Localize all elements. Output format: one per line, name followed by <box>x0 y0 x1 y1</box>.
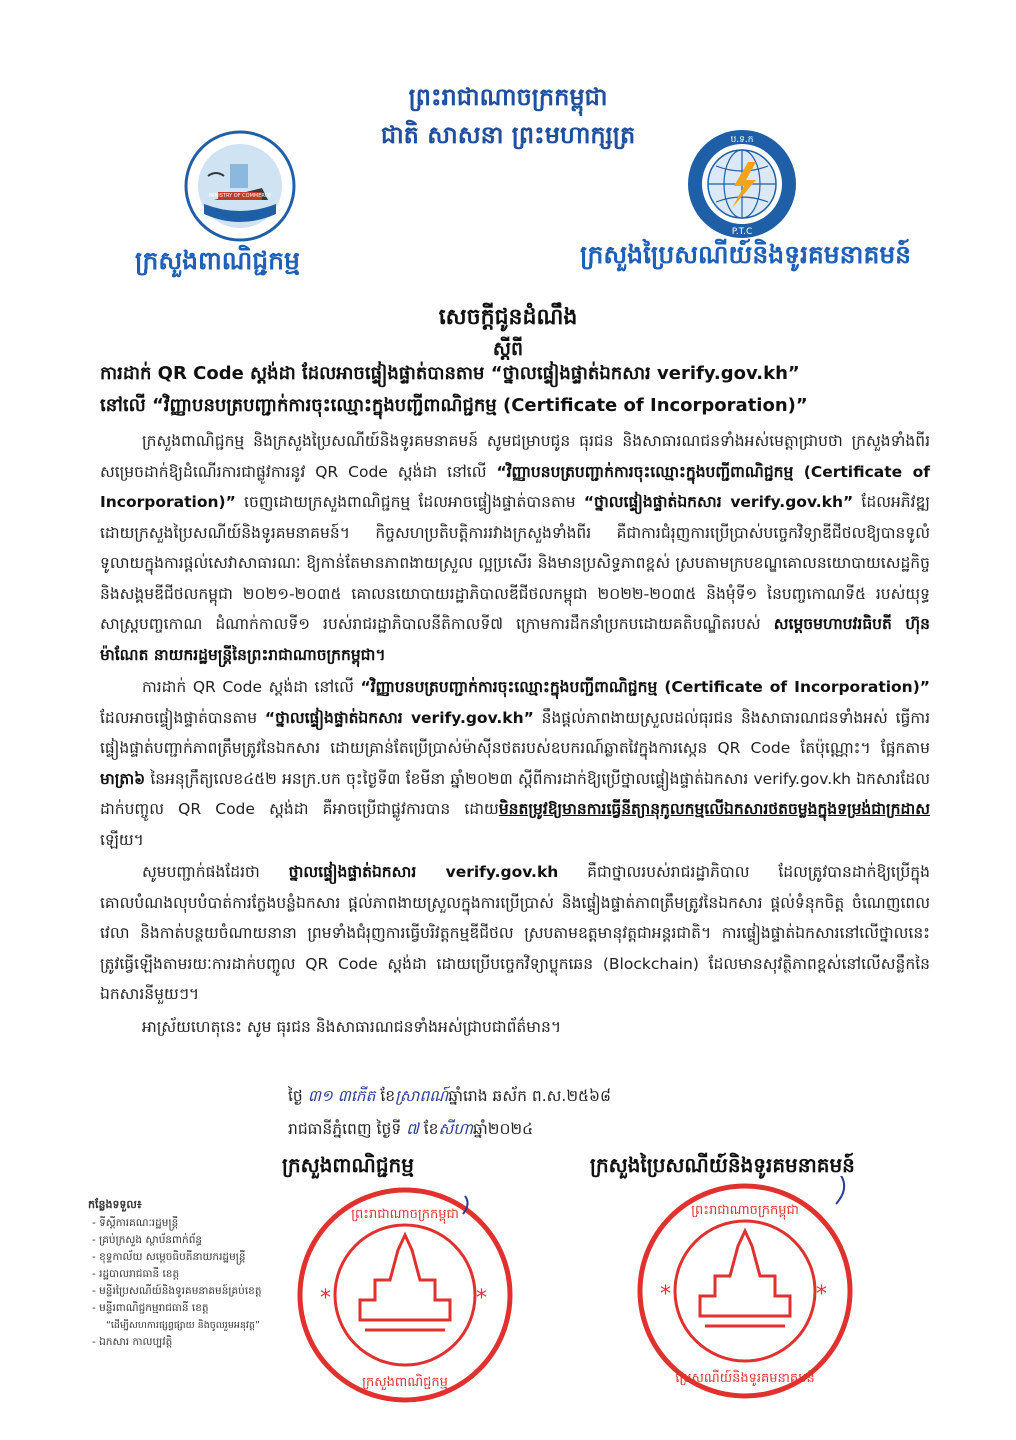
paragraph-3 <box>100 857 930 1010</box>
lunar-prefix: ថ្ងៃ <box>288 1087 303 1105</box>
subject-line-2: នៅលើ “វិញ្ញាបនបត្របញ្ជាក់ការចុះឈ្មោះក្នុងបញ្ជីពាណិជ្ជកម្ម (Certificate of Incorporation)” <box>100 395 808 416</box>
paragraph-2 <box>100 672 930 855</box>
solar-day-handwritten: ៧ <box>406 1120 419 1138</box>
seal-star-left: * <box>660 1282 671 1307</box>
p2-text-i: ឡើយ។ <box>100 830 144 849</box>
list-item: - ទីស្តីការគណៈរដ្ឋមន្ត្រី <box>92 1217 179 1229</box>
signatory-commerce: ក្រសួងពាណិជ្ជកម្ម <box>282 1153 414 1177</box>
seal-right-text-top: ព្រះរាជាណាចក្រកម្ពុជា <box>691 1203 799 1218</box>
p2-text-e: នឹងផ្តល់ភាពងាយស្រួលដល់ធុរជន និងសាធារណជនទាំងអស់ ធ្វើការផ្ទៀងផ្ទាត់បញ្ជាក់ភាពត្រឹមត្រូវនៃឯកសារ ដោយគ្រាន់តែប្រើប្រាស់ម៉ាស៊ីនថតរបស់ឧបករណ៍ឆ្លាតវៃក្នុងការស្កេន QR Code តែប៉ុណ្ណោះ។ ផ្អែកតាម <box>100 708 931 757</box>
solar-month-handwritten: សីហា <box>438 1120 473 1138</box>
document-about: ស្តីពី <box>492 338 524 360</box>
subject-line-1: ការដាក់ QR Code ស្តង់ដា ដែលអាចផ្ទៀងផ្ទាត់បានតាម “ថ្នាលផ្ទៀងផ្ទាត់ឯកសារ verify.gov.kh” <box>100 363 800 384</box>
list-item: - មន្ទីរពាណិជ្ជកម្មរាជធានី ខេត្ត <box>92 1302 209 1314</box>
p3-text-c: គឺជាថ្នាលរបស់រាជរដ្ឋាភិបាល ដែលត្រូវបានដាក់ឱ្យប្រើក្នុងគោលបំណងលុបបំបាត់ការក្លែងបន្លំឯកសារ ផ្តល់ភាពងាយស្រួលក្នុងការប្រើប្រាស់ និងផ្ទៀងផ្ទាត់ភាពត្រឹមត្រូវនៃឯកសារ ផ្តល់ទំនុកចិត្ត ចំណេញពេលវេលា និងកាត់បន្ថយចំណាយនានា ព្រមទាំងជំរុញការធ្វើបរិវត្តកម្មឌីជីថល ស្របតាមឧត្តមានុវត្តជាអន្តរជាតិ។ ការផ្ទៀងផ្ទាត់ឯកសារនៅលើថ្នាលនេះ ត្រូវធ្វើឡើងតាមរយៈការដាក់បញ្ចូល QR Code ស្តង់ដា ដោយប្រើបច្ចេកវិទ្យាប្លុកឆេន (Blockchain) ដែលមានសុវត្ថិភាពខ្ពស់នៅលើសន្លឹកនៃឯកសារនីមួយៗ។ <box>100 863 930 1003</box>
document-body <box>100 426 930 1044</box>
list-item: - គ្រប់ក្រសួង ស្ថាប័នពាក់ព័ន្ធ <box>92 1234 203 1246</box>
solar-month-prefix: ខែ <box>423 1120 439 1138</box>
document-heading <box>0 300 1016 362</box>
list-item: - ខុទ្ទកាល័យ សម្តេចធិបតីនាយករដ្ឋមន្ត្រី <box>92 1251 246 1263</box>
lunar-day-handwritten: ៣១ ៣កើត <box>307 1087 376 1105</box>
p3-verify-platform: ថ្នាលផ្ទៀងផ្ទាត់ឯកសារ verify.gov.kh <box>288 863 559 881</box>
p2-article-ref: មាត្រា៦ <box>100 769 146 788</box>
p2-verify-platform: “ថ្នាលផ្ទៀងផ្ទាត់ឯកសារ verify.gov.kh” <box>264 708 534 727</box>
solar-date <box>288 1113 611 1146</box>
seal-left-text-bottom: ក្រសួងពាណិជ្ជកម្ម <box>362 1375 448 1390</box>
ministry-posts-telecom-name: ក្រសួងប្រៃសណីយ៍និងទូរគមនាគមន៍ <box>580 240 912 269</box>
seal-right-text-bottom: ប្រៃសណីយ៍និងទូរគមនាគមន៍ <box>675 1371 815 1386</box>
distribution-list <box>88 1196 328 1351</box>
distribution-sub-note: “ដើម្បីសហការផ្សព្វផ្សាយ និងចូលរួមអនុវត្ត” <box>106 1320 260 1331</box>
logo-left-caption: MINISTRY OF COMMERCE <box>208 193 272 199</box>
p1-verify-platform: “ថ្នាលផ្ទៀងផ្ទាត់ឯកសារ verify.gov.kh” <box>583 493 854 511</box>
seal-star-right: * <box>816 1282 827 1307</box>
lunar-month-prefix: ខែ <box>380 1087 396 1105</box>
solar-suffix: ឆ្នាំ២០២៤ <box>472 1120 534 1138</box>
logo-right-caption-bottom: P.T.C <box>731 227 753 237</box>
p2-no-notarization: មិនតម្រូវឱ្យមានការធ្វើនីត្យានុកូលកម្មលើឯកសារថតចម្លងក្នុងទម្រង់ជាក្រដាស <box>498 800 930 818</box>
kingdom-header <box>0 78 1016 154</box>
p2-text-g: នៃអនុក្រឹត្យលេខ៤៥២ អនក្រ.បក ចុះថ្ងៃទី៣ ខែមីនា ឆ្នាំ២០២៣ ស្តីពីការដាក់ឱ្យប្រើថ្នាលផ្ទៀងផ្ទាត់ឯកសារ verify.gov.kh ឯកសារដែលដាក់បញ្ចូល QR Code ស្តង់ដា គឺអាចប្រើជាផ្លូវការបាន ដោយ <box>100 769 930 818</box>
document-subject <box>100 358 930 422</box>
logo-right-caption-top: ប.ទ.ក <box>730 135 754 145</box>
p1-text-e: ដែលអភិវឌ្ឍដោយក្រសួងប្រៃសណីយ៍និងទូរគមនាគមន៍។ កិច្ចសហប្រតិបត្តិការរវាងក្រសួងទាំងពីរ គឺជាការជំរុញការប្រើប្រាស់បច្ចេកវិទ្យាឌីជីថលឱ្យបានទូលំទូលាយក្នុងការផ្តល់សេវាសាធារណៈ ឱ្យកាន់តែមានភាពងាយស្រួល ល្អប្រសើរ និងមានប្រសិទ្ធភាពខ្ពស់ ស្របតាមក្របខណ្ឌគោលនយោបាយសេដ្ឋកិច្ចនិងសង្គមឌីជីថលកម្ពុជា ២០២១-២០៣៥ គោលនយោបាយរដ្ឋាភិបាលឌីជីថលកម្ពុជា ២០២២-២០៣៥ និងមុំទី១ នៃបញ្ចកោណទី៥ របស់យុទ្ធសាស្ត្របញ្ចកោណ ដំណាក់កាលទី១ របស់រាជរដ្ឋាភិបាលនីតិកាលទី៧ ក្រោមការដឹកនាំប្រកបដោយគតិបណ្ឌិតរបស់ <box>100 493 930 633</box>
list-item: - មន្ទីរប្រៃសណីយ៍និងទូរគមនាគមន៍គ្រប់ខេត្ត <box>92 1285 262 1297</box>
lunar-month-handwritten: ស្រាពណ៍ <box>395 1087 449 1105</box>
lunar-date <box>288 1080 611 1113</box>
list-item: - រដ្ឋបាលរាជធានី ខេត្ត <box>92 1268 180 1280</box>
lunar-suffix: ឆ្នាំរោង ឆស័ក ព.ស.២៥៦៨ <box>448 1087 611 1105</box>
ministry-of-posts-telecom-logo <box>686 128 798 240</box>
p3-text-a: សូមបញ្ជាក់ផងដែរថា <box>142 863 289 881</box>
seal-left-text-top: ព្រះរាជាណាចក្រកម្ពុជា <box>351 1207 459 1222</box>
national-motto: ជាតិ សាសនា ព្រះមហាក្សត្រ <box>380 121 636 149</box>
ministry-of-commerce-logo <box>184 130 296 242</box>
seal-star-right: * <box>476 1286 487 1311</box>
date-block <box>288 1080 611 1146</box>
p1-certificate-name: “វិញ្ញាបនបត្របញ្ជាក់ការចុះឈ្មោះក្នុងបញ្ជីពាណិជ្ជកម្ម (Certificate of Incorporation)” <box>100 462 930 511</box>
document-title: សេចក្តីជូនដំណឹង <box>438 305 578 330</box>
place-date-prefix: រាជធានីភ្នំពេញ ថ្ងៃទី <box>288 1120 402 1138</box>
p1-prime-minister: សម្តេចមហាបវរធិបតី ហ៊ុន ម៉ាណែត នាយករដ្ឋមន្ត្រីនៃព្រះរាជាណាចក្រកម្ពុជា។ <box>100 615 930 664</box>
paragraph-4: អាស្រ័យហេតុនេះ សូម ធុរជន និងសាធារណជនទាំងអស់ជ្រាបជាព័ត៌មាន។ <box>142 1017 562 1036</box>
ministry-commerce-name: ក្រសួងពាណិជ្ជកម្ម <box>135 246 300 275</box>
kingdom-name: ព្រះរាជាណាចក្រកម្ពុជា <box>408 83 608 111</box>
p2-certificate-name: “វិញ្ញាបនបត្របញ្ជាក់ការចុះឈ្មោះក្នុងបញ្ជីពាណិជ្ជកម្ម (Certificate of Incorporation)” <box>360 678 930 696</box>
distribution-items <box>88 1215 328 1351</box>
p2-text-a: ការដាក់ QR Code ស្តង់ដា នៅលើ <box>142 678 361 696</box>
p1-text-a: ក្រសួងពាណិជ្ជកម្ម និងក្រសួងប្រៃសណីយ៍និងទូរគមនាគមន៍ សូមជម្រាបជូន ធុរជន និងសាធារណជនទាំងអស់មេត្តាជ្រាបថា ក្រសួងទាំងពីរសម្រេចដាក់ឱ្យដំណើរការជាផ្លូវការនូវ QR Code ស្តង់ដា នៅលើ <box>100 432 930 481</box>
p2-text-c: ដែលអាចផ្ទៀងផ្ទាត់បានតាម <box>100 708 265 727</box>
signatory-posts-telecom: ក្រសួងប្រៃសណីយ៍និងទូរគមនាគមន៍ <box>590 1153 855 1177</box>
seal-posts-telecom <box>630 1176 860 1406</box>
distribution-heading: កន្លែងទទួល៖ <box>88 1198 142 1211</box>
p1-text-c: ចេញដោយក្រសួងពាណិជ្ជកម្ម ដែលអាចផ្ទៀងផ្ទាត់បានតាម <box>235 493 584 511</box>
seal-star-left: * <box>320 1286 331 1311</box>
paragraph-1 <box>100 426 930 670</box>
list-item: - ឯកសារ កាលប្បវត្តិ <box>92 1336 173 1348</box>
